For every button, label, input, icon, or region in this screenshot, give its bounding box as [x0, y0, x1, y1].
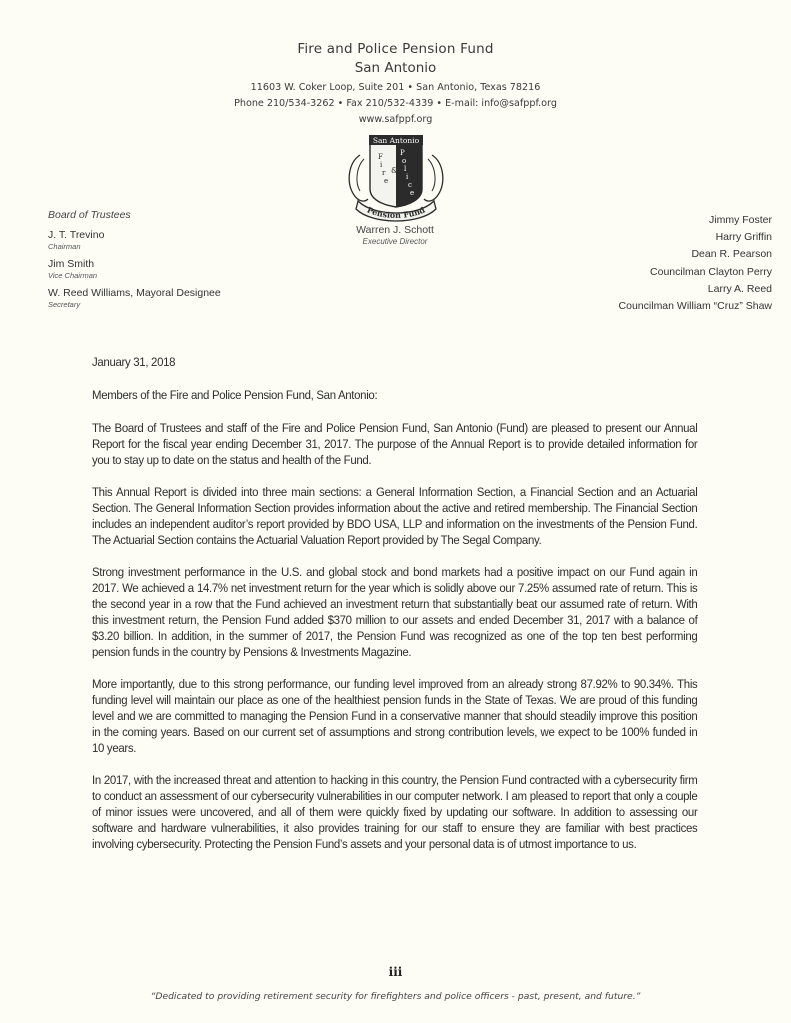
svg-text:Pension Fund: Pension Fund — [365, 204, 427, 221]
board-member-name: Harry Griffin — [715, 231, 772, 244]
board-officer — [48, 258, 288, 281]
board-member-name: Councilman Clayton Perry — [650, 265, 772, 278]
organization-contact: Phone 210/534-3262 • Fax 210/532-4339 • E-mail: info@safppf.org — [234, 98, 557, 109]
officer-name: W. Reed Williams, Mayoral Designee — [48, 287, 221, 299]
letter-paragraph: Strong investment performance in the U.S. and global stock and bond markets had a positive impact on our Fund again in 2017. We achieved a 14.7% net investment return for the year which is solidly above our 7.25% assumed rate of return. This is the second year in a row that the Fund achieved an investment return that substantially beat our assumed rate of return. With this investment return, the Pension Fund added $370 million to our assets and ended December 31, 2017 with a balance of $3.20 billion. In addition, in the summer of 2017, the Pension Fund was recognized as one of the top ten best performing pension funds in the country by Pensions & Investments Magazine. — [92, 565, 698, 659]
letter-paragraph: More importantly, due to this strong performance, our funding level improved from an already strong 87.92% to 90.34%. This funding level will maintain our place as one of the healthiest pension funds in the State of Texas. We are proud of this funding level and we are committed to managing the Pension Fund in a conservative manner that should steadily improve this position in the coming years. Based on our current set of assumptions and strong contribution levels, we expect to be 100% funded in 10 years. — [92, 677, 698, 755]
svg-text:o: o — [402, 157, 407, 165]
organization-address: 11603 W. Coker Loop, Suite 201 • San Antonio, Texas 78216 — [250, 82, 541, 93]
officer-role: Chairman — [48, 242, 81, 251]
officer-name: Jim Smith — [48, 258, 95, 270]
board-officers — [48, 209, 288, 316]
page-number: iii — [388, 965, 403, 979]
board-officer — [48, 229, 288, 252]
officer-role: Vice Chairman — [48, 271, 98, 280]
letter-body — [92, 354, 697, 868]
officer-name: J. T. Trevino — [48, 229, 105, 241]
officer-role: Secretary — [48, 300, 81, 309]
svg-text:c: c — [408, 181, 412, 189]
svg-text:P: P — [400, 149, 405, 157]
svg-text:&: & — [391, 166, 399, 175]
board-member-name: Dean R. Pearson — [691, 248, 772, 261]
board-member-name: Jimmy Foster — [709, 214, 772, 226]
board-member-name: Councilman William “Cruz” Shaw — [618, 300, 772, 313]
executive-director-block — [300, 224, 490, 247]
svg-text:F: F — [378, 153, 383, 161]
executive-director-title: Executive Director — [362, 237, 428, 246]
board-officer — [48, 287, 288, 310]
svg-text:i: i — [406, 173, 409, 181]
organization-name: Fire and Police Pension Fund — [297, 41, 494, 57]
letter-paragraph: The Board of Trustees and staff of the Fire and Police Pension Fund, San Antonio (Fund) are pleased to present our Annual Report for the fiscal year ending December 31, 2017. The purpose of the Annual Report is to provide detailed information for you to stay up to date on the status and health of the Fund. — [92, 421, 698, 467]
footer-motto: “Dedicated to providing retirement security for firefighters and police officers - past, present, and future.” — [150, 991, 641, 1002]
executive-director-name: Warren J. Schott — [356, 224, 434, 236]
board-member-name: Larry A. Reed — [707, 282, 772, 295]
letterhead — [0, 40, 791, 128]
letter-paragraph: In 2017, with the increased threat and attention to hacking in this country, the Pension Fund contracted with a cybersecurity firm to conduct an assessment of our cybersecurity vulnerabilities in our computer network. I am pleased to report that only a couple of minor issues were uncovered, and all of them were quickly fixed by updating our software. In addition to assessing our software and hardware vulnerabilities, it also provides training for our staff to ensure they are familiar with best practices involving cybersecurity. Protecting the Pension Fund’s assets and your personal data is of utmost importance to us. — [92, 773, 698, 851]
letter-date: January 31, 2018 — [92, 355, 176, 369]
board-members — [512, 212, 772, 315]
organization-website: www.safppf.org — [358, 114, 433, 125]
organization-city: San Antonio — [354, 60, 437, 76]
svg-text:e: e — [410, 189, 415, 197]
svg-text:San Antonio: San Antonio — [372, 136, 420, 145]
board-heading: Board of Trustees — [48, 209, 131, 221]
svg-text:r: r — [382, 169, 386, 177]
letter-salutation: Members of the Fire and Police Pension Fund, San Antonio: — [92, 388, 378, 402]
svg-text:l: l — [404, 165, 407, 173]
svg-text:e: e — [384, 177, 389, 185]
pension-fund-logo-icon — [340, 133, 452, 223]
svg-text:i: i — [380, 161, 383, 169]
letter-paragraph: This Annual Report is divided into three main sections: a General Information Section, a Financial Section and an Actuarial Section. The General Information Section provides information about the active and retired membership. The Financial Section includes an independent auditor’s report provided by BDO USA, LLP and information on the investments of the Pension Fund. The Actuarial Section contains the Actuarial Valuation Report provided by The Segal Company. — [92, 485, 698, 547]
